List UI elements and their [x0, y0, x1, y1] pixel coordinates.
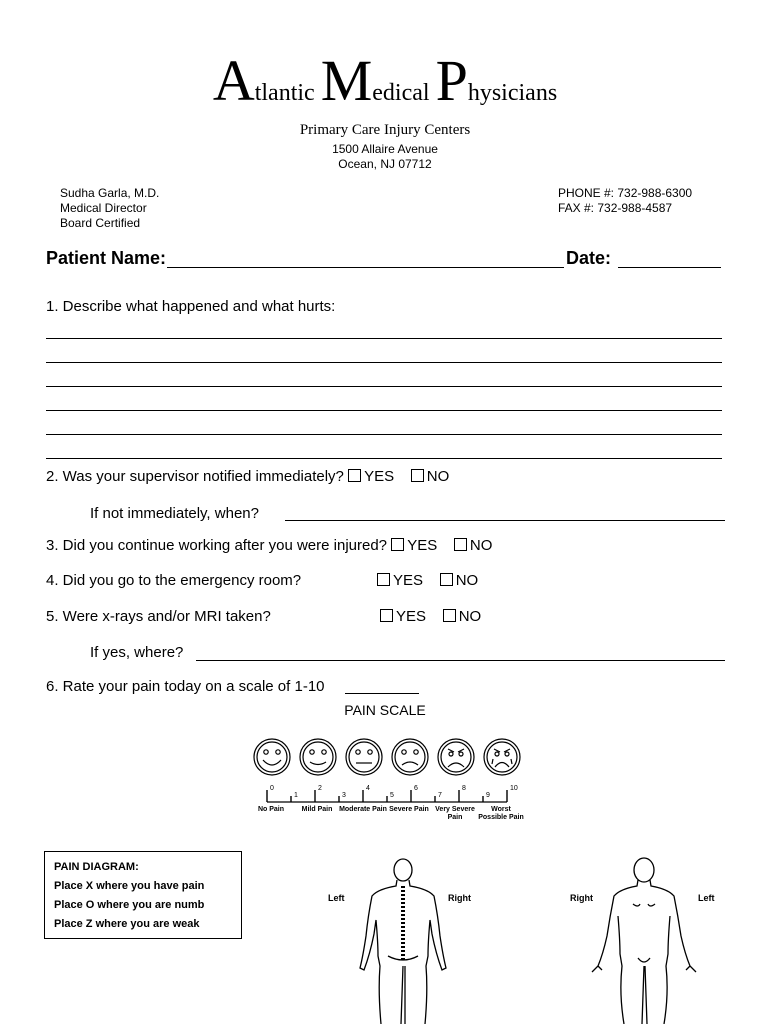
doctor-cert: Board Certified [60, 216, 141, 230]
describe-line-4[interactable] [46, 410, 722, 411]
face-worst-pain-eye-right [505, 752, 509, 756]
q5-yes-label: YES [396, 608, 427, 625]
scale-number-1: 1 [294, 792, 298, 799]
doctor-block [60, 186, 159, 231]
face-moderate-pain-eye-right [368, 750, 372, 754]
q5-where-field[interactable] [196, 660, 725, 661]
scale-label-severe-pain: Severe Pain [389, 806, 429, 813]
face-severe-pain [392, 739, 428, 775]
face-no-pain-outline [254, 739, 290, 775]
front-right-arm [650, 880, 696, 972]
front-left-leg [618, 916, 624, 1024]
patient-name-label: Patient Name: [46, 248, 167, 268]
face-no-pain-mouth [263, 760, 281, 765]
title-cap-a: A [212, 48, 255, 113]
doctor-name: Sudha Garla, M.D. [60, 186, 160, 200]
question-2: 2. Was your supervisor notified immediately? [46, 468, 344, 485]
scale-number-5: 5 [390, 792, 394, 799]
title-cap-m: M [320, 48, 373, 113]
scale-label-very-severe-pain: Very Severe Pain [435, 806, 475, 821]
face-very-severe-pain [438, 739, 474, 775]
title-cap-p: P [435, 48, 468, 113]
q5-yes-checkbox[interactable] [380, 609, 393, 622]
face-worst-pain-inner [487, 742, 517, 772]
back-legs-inner [401, 966, 405, 1024]
describe-line-2[interactable] [46, 362, 722, 363]
legend-title: PAIN DIAGRAM: [54, 861, 139, 873]
face-worst-pain-tears [492, 759, 512, 764]
face-moderate-pain-inner [349, 742, 379, 772]
title-rest-medical: edical [372, 80, 430, 106]
back-view-right-label: Right [448, 893, 471, 903]
face-severe-pain-inner [395, 742, 425, 772]
date-field[interactable] [618, 267, 721, 268]
front-chest [633, 904, 655, 906]
address-line-2: Ocean, NJ 07712 [338, 157, 432, 171]
clinic-subtitle: Primary Care Injury Centers [299, 122, 471, 138]
face-very-severe-pain-mouth [448, 763, 464, 767]
describe-line-5[interactable] [46, 434, 722, 435]
pain-scale-title: PAIN SCALE [344, 702, 426, 718]
scale-label-worst-pain: Worst Possible Pain [478, 806, 524, 821]
back-head [394, 859, 412, 881]
face-mild-pain-mouth [310, 762, 326, 765]
q2-yes-checkbox[interactable] [348, 469, 361, 482]
q3-no-checkbox[interactable] [454, 538, 467, 551]
scale-label-mild-pain: Mild Pain [301, 806, 333, 813]
face-very-severe-pain-eye-right [459, 752, 463, 756]
patient-name-field[interactable] [167, 267, 564, 268]
body-back-view[interactable] [348, 856, 458, 1024]
face-severe-pain-outline [392, 739, 428, 775]
face-very-severe-pain-inner [441, 742, 471, 772]
phone-number: PHONE #: 732-988-6300 [558, 186, 693, 200]
front-head [634, 858, 654, 882]
face-moderate-pain [346, 739, 382, 775]
face-no-pain [254, 739, 290, 775]
face-severe-pain-mouth [402, 762, 418, 765]
legend-z: Place Z where you are weak [54, 918, 200, 930]
address-line-1: 1500 Allaire Avenue [332, 142, 438, 156]
question-3-row [46, 537, 492, 554]
scale-number-0: 0 [270, 785, 274, 792]
front-view-left-label: Left [698, 893, 715, 903]
scale-label-moderate-pain: Moderate Pain [339, 806, 387, 813]
question-4: 4. Did you go to the emergency room? [46, 572, 302, 589]
scale-number-8: 8 [462, 785, 466, 792]
q3-yes-checkbox[interactable] [391, 538, 404, 551]
clinic-title [0, 48, 770, 113]
q5-no-checkbox[interactable] [443, 609, 456, 622]
face-severe-pain-eye-right [414, 750, 418, 754]
scale-number-6: 6 [414, 785, 418, 792]
scale-number-10: 10 [510, 785, 518, 792]
q4-yes-checkbox[interactable] [377, 573, 390, 586]
face-mild-pain-eye-right [322, 750, 326, 754]
face-very-severe-pain-outline [438, 739, 474, 775]
face-worst-pain-mouth [495, 763, 509, 768]
face-mild-pain-eye-left [310, 750, 314, 754]
question-5-followup: If yes, where? [90, 644, 184, 661]
front-view-right-label: Right [570, 893, 593, 903]
scale-number-2: 2 [318, 785, 322, 792]
face-very-severe-pain-eye-left [449, 752, 453, 756]
face-moderate-pain-outline [346, 739, 382, 775]
legend-x: Place X where you have pain [54, 880, 205, 892]
pain-scale-graphic [245, 730, 525, 810]
back-left-side [360, 880, 397, 1024]
front-right-leg [664, 916, 670, 1024]
face-moderate-pain-eye-left [356, 750, 360, 754]
question-2-followup: If not immediately, when? [90, 505, 259, 522]
front-left-arm [592, 880, 638, 972]
back-right-side [409, 880, 446, 1024]
face-no-pain-eye-left [264, 750, 268, 754]
q2-yes-label: YES [364, 468, 395, 485]
face-worst-pain-outline [484, 739, 520, 775]
question-3: 3. Did you continue working after you were injured? [46, 537, 388, 554]
face-worst-pain-eye-left [495, 752, 499, 756]
scale-number-3: 3 [342, 792, 346, 799]
pain-rating-field[interactable] [345, 693, 419, 694]
face-severe-pain-eye-left [402, 750, 406, 754]
fax-number: FAX #: 732-988-4587 [558, 201, 673, 215]
q3-no-label: NO [469, 537, 493, 554]
title-rest-atlantic: tlantic [254, 80, 315, 106]
question-5-options [380, 608, 481, 625]
q4-no-label: NO [455, 572, 479, 589]
pain-scale-labels [243, 806, 533, 838]
q3-yes-label: YES [407, 537, 438, 554]
question-2-row [46, 468, 449, 485]
face-mild-pain [300, 739, 336, 775]
face-mild-pain-inner [303, 742, 333, 772]
q4-no-checkbox[interactable] [440, 573, 453, 586]
question-5: 5. Were x-rays and/or MRI taken? [46, 608, 271, 625]
describe-line-6[interactable] [46, 458, 722, 459]
pain-diagram-legend [44, 851, 242, 939]
q2-no-label: NO [426, 468, 450, 485]
front-groin [638, 958, 650, 962]
face-no-pain-inner [257, 742, 287, 772]
q4-yes-label: YES [393, 572, 424, 589]
face-worst-pain [484, 739, 520, 775]
doctor-title: Medical Director [60, 201, 147, 215]
back-view-left-label: Left [328, 893, 345, 903]
describe-line-3[interactable] [46, 386, 722, 387]
question-6: 6. Rate your pain today on a scale of 1-10 [46, 678, 325, 695]
q5-no-label: NO [458, 608, 482, 625]
q2-no-checkbox[interactable] [411, 469, 424, 482]
question-1: 1. Describe what happened and what hurts: [46, 298, 336, 315]
describe-line-1[interactable] [46, 338, 722, 339]
face-no-pain-eye-right [276, 750, 280, 754]
contact-block [558, 186, 692, 216]
body-front-view[interactable] [588, 854, 700, 1024]
scale-label-no-pain: No Pain [257, 806, 285, 813]
front-legs-inner [642, 966, 647, 1024]
date-label: Date: [566, 248, 612, 268]
scale-number-4: 4 [366, 785, 370, 792]
scale-number-7: 7 [438, 792, 442, 799]
question-4-options [377, 572, 478, 589]
title-rest-physicians: hysicians [467, 80, 558, 106]
q2-when-field[interactable] [285, 520, 725, 521]
face-mild-pain-outline [300, 739, 336, 775]
scale-number-9: 9 [486, 792, 490, 799]
legend-o: Place O where you are numb [54, 899, 205, 911]
